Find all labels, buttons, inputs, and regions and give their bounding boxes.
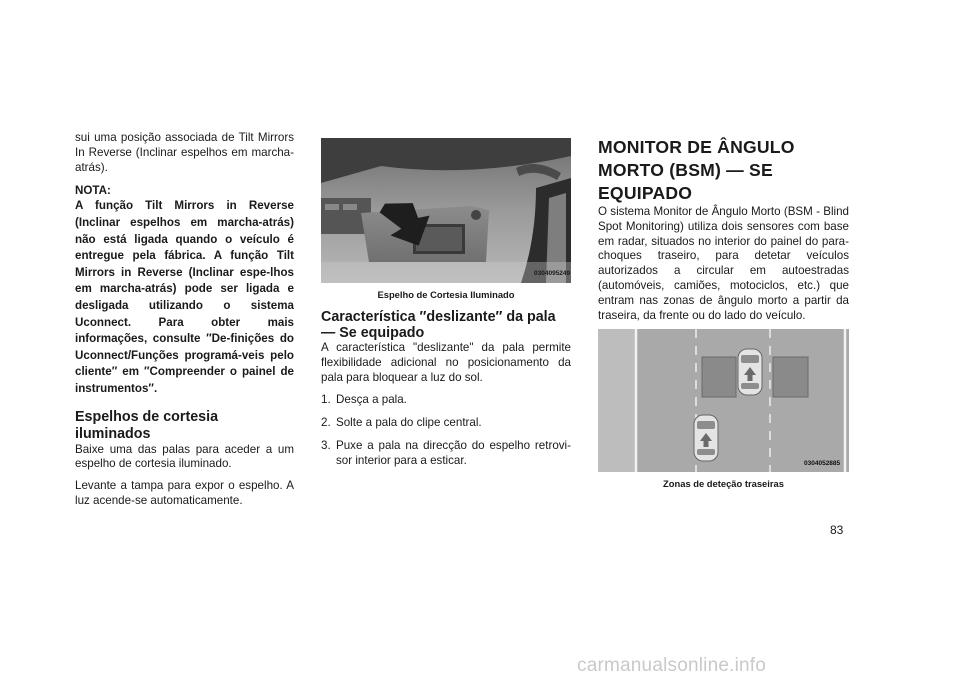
bsm-caption: Zonas de deteção traseiras	[663, 478, 784, 490]
step-text: Desça a pala.	[336, 393, 407, 407]
step-item	[321, 416, 571, 431]
blind-spot-zones-diagram	[598, 329, 849, 472]
column-middle	[321, 131, 571, 469]
bsm-figure	[598, 329, 849, 472]
step-text: Solte a pala do clipe central.	[336, 416, 482, 430]
step-number: 1.	[321, 393, 331, 407]
step-number: 3.	[321, 438, 331, 452]
approaching-vehicle	[694, 415, 718, 461]
vanity-mirror-figure	[321, 138, 571, 283]
vanity-mirror-photo	[321, 138, 571, 283]
intro-paragraph: sui uma posição associada de Tilt Mirrors In Reverse (Inclinar espelhos em marcha-atrás).	[75, 131, 294, 174]
note-body: A função Tilt Mirrors in Reverse (Inclinar espelhos em marcha-atrás) não está ligada quando o veículo é entregue pela fábrica. A função Tilt Mirrors in Reverse (Inclinar espe-lhos em marcha-atrás) pode ser ligada e desligada utilizando o sistema Uconnect. Para obter mais informações, consulte ″De-finições do Uconnect/Funções programá-veis pelo cliente″ em ″Compreender o painel de instrumentos″.	[75, 199, 294, 395]
vanity-mirror-paragraph-2: Levante a tampa para expor o espelho. A luz acende-se automaticamente.	[75, 479, 294, 507]
step-number: 2.	[321, 416, 331, 430]
section-heading-bsm: MONITOR DE ÂNGULO MORTO (BSM) — SE EQUIPADO	[598, 137, 795, 203]
sliding-visor-steps	[321, 393, 571, 468]
section-heading-sliding-visor: Característica ″deslizante″ da pala — Se equipado	[321, 309, 556, 341]
bsm-paragraph: O sistema Monitor de Ângulo Morto (BSM - Blind Spot Monitoring) utiliza dois sensores com base em radar, situados no interior do painel do para-choques traseiro, para detetar veículos autorizados a circular em autoestradas (automóveis, camiões, motociclos, etc.) que entram nas zonas de ângulo morto a partir da traseira, da frente ou do lado do veículo.	[598, 205, 849, 322]
vanity-mirror-caption: Espelho de Cortesia Iluminado	[377, 289, 515, 300]
page-number: 83	[830, 523, 844, 537]
watermark: carmanualsonline.info	[577, 655, 767, 676]
note-title: NOTA:	[75, 184, 111, 198]
step-text: Puxe a pala na direcção do espelho retrovi-sor interior para a esticar.	[336, 438, 571, 467]
bsm-figure-code: 0304052885	[804, 460, 841, 468]
step-item	[321, 439, 571, 469]
column-right	[598, 131, 849, 490]
step-item	[321, 393, 571, 408]
vanity-mirror-figure-code: 0304095249	[534, 270, 571, 277]
vanity-mirror-paragraph-1: Baixe uma das palas para aceder a um espelho de cortesia iluminado.	[75, 442, 294, 471]
column-left	[75, 131, 294, 509]
host-vehicle	[738, 349, 762, 395]
sliding-visor-paragraph: A característica "deslizante" da pala permite flexibilidade adicional no posicionamento da pala para bloquear a luz do sol.	[321, 341, 571, 384]
section-heading-vanity-mirrors: Espelhos de cortesia iluminados	[75, 408, 219, 442]
